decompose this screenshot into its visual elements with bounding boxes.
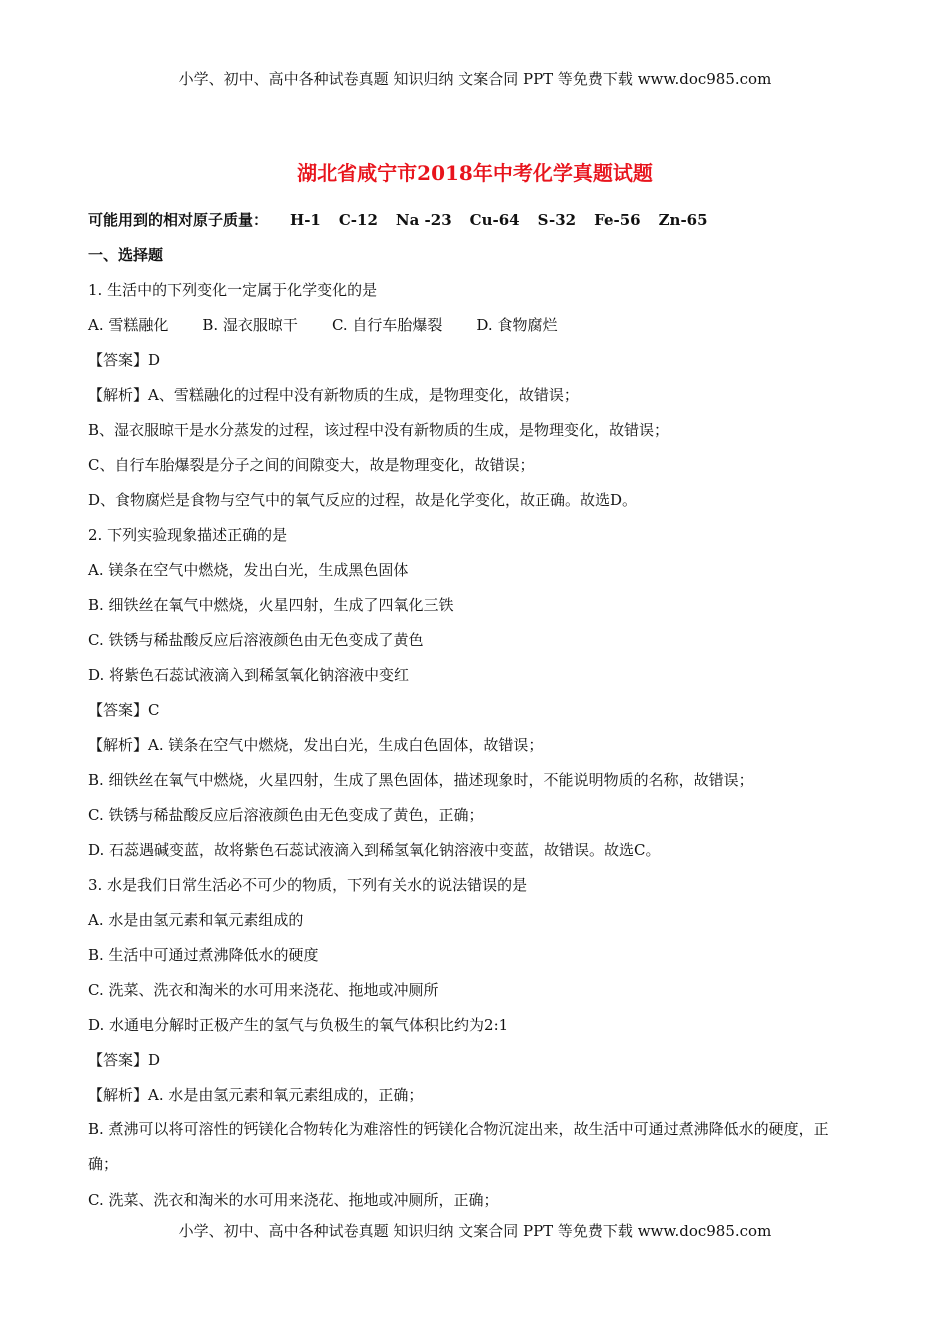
q2-option-b: B. 细铁丝在氧气中燃烧，火星四射，生成了四氧化三铁 [88, 596, 454, 614]
footer-banner: 小学、初中、高中各种试卷真题 知识归纳 文案合同 PPT 等免费下载 www.doc985.com [178, 1222, 772, 1240]
q1-analysis-line: D、食物腐烂是食物与空气中的氧气反应的过程，故是化学变化，故正确。故选D。 [88, 491, 638, 509]
q2-analysis-line: 【解析】A. 镁条在空气中燃烧，发出白光，生成白色固体，故错误； [88, 736, 544, 754]
atomic-mass-label: 可能用到的相对原子质量： [88, 211, 269, 229]
q2-analysis-line: D. 石蕊遇碱变蓝，故将紫色石蕊试液滴入到稀氢氧化钠溶液中变蓝，故错误。故选C。 [88, 841, 661, 859]
q3-analysis-line: B. 煮沸可以将可溶性的钙镁化合物转化为难溶性的钙镁化合物沉淀出来，故生活中可通过煮沸降低水的硬度，正确； [88, 1120, 829, 1173]
q1-option-c: C. 自行车胎爆裂 [331, 316, 443, 334]
q3-option-a: A. 水是由氢元素和氧元素组成的 [88, 911, 304, 929]
atomic-mass-item: Fe-56 [594, 211, 641, 229]
q1-analysis-line: 【解析】A、雪糕融化的过程中没有新物质的生成，是物理变化，故错误； [88, 386, 579, 404]
q2-stem: 2. 下列实验现象描述正确的是 [88, 526, 288, 544]
q3-analysis-line: 【解析】A. 水是由氢元素和氧元素组成的，正确； [88, 1086, 424, 1104]
section-heading: 一、选择题 [88, 246, 164, 264]
page-title: 湖北省咸宁市2018年中考化学真题试题 [297, 161, 653, 185]
q3-option-b: B. 生活中可通过煮沸降低水的硬度 [88, 946, 319, 964]
atomic-mass-item: H-1 [290, 211, 321, 229]
atomic-mass-item: Cu-64 [469, 211, 520, 229]
q1-stem: 1. 生活中的下列变化一定属于化学变化的是 [88, 281, 378, 299]
q2-analysis-line: C. 铁锈与稀盐酸反应后溶液颜色由无色变成了黄色，正确； [88, 806, 484, 824]
atomic-mass-item: Na -23 [395, 211, 452, 229]
q2-option-c: C. 铁锈与稀盐酸反应后溶液颜色由无色变成了黄色 [88, 631, 424, 649]
q3-option-d: D. 水通电分解时正极产生的氢气与负极生的氧气体积比约为2:1 [88, 1016, 509, 1034]
q1-options [88, 315, 557, 335]
atomic-mass-item: S-32 [537, 211, 577, 229]
atomic-mass-item: Zn-65 [658, 211, 708, 229]
q1-analysis-line: B、湿衣服晾干是水分蒸发的过程，该过程中没有新物质的生成，是物理变化，故错误； [88, 421, 670, 439]
q2-option-a: A. 镁条在空气中燃烧，发出白光，生成黑色固体 [88, 561, 409, 579]
q1-answer: 【答案】D [88, 351, 161, 369]
q3-option-c: C. 洗菜、洗衣和淘米的水可用来浇花、拖地或冲厕所 [88, 981, 439, 999]
q1-option-a: A. 雪糕融化 [88, 316, 169, 334]
header-banner: 小学、初中、高中各种试卷真题 知识归纳 文案合同 PPT 等免费下载 www.doc985.com [178, 70, 772, 88]
q2-analysis-line: B. 细铁丝在氧气中燃烧，火星四射，生成了黑色固体，描述现象时，不能说明物质的名称，故错误； [88, 771, 754, 789]
q2-answer: 【答案】C [88, 701, 160, 719]
q2-option-d: D. 将紫色石蕊试液滴入到稀氢氧化钠溶液中变红 [88, 666, 410, 684]
atomic-mass-line [88, 210, 708, 230]
q1-analysis-line: C、自行车胎爆裂是分子之间的间隙变大，故是物理变化，故错误； [88, 456, 535, 474]
atomic-mass-item: C-12 [338, 211, 378, 229]
q3-stem: 3. 水是我们日常生活必不可少的物质，下列有关水的说法错误的是 [88, 876, 528, 894]
q3-analysis-line: C. 洗菜、洗衣和淘米的水可用来浇花、拖地或冲厕所，正确； [88, 1191, 499, 1209]
q1-option-d: D. 食物腐烂 [476, 316, 558, 334]
q3-answer: 【答案】D [88, 1051, 161, 1069]
q1-option-b: B. 湿衣服晾干 [202, 316, 298, 334]
